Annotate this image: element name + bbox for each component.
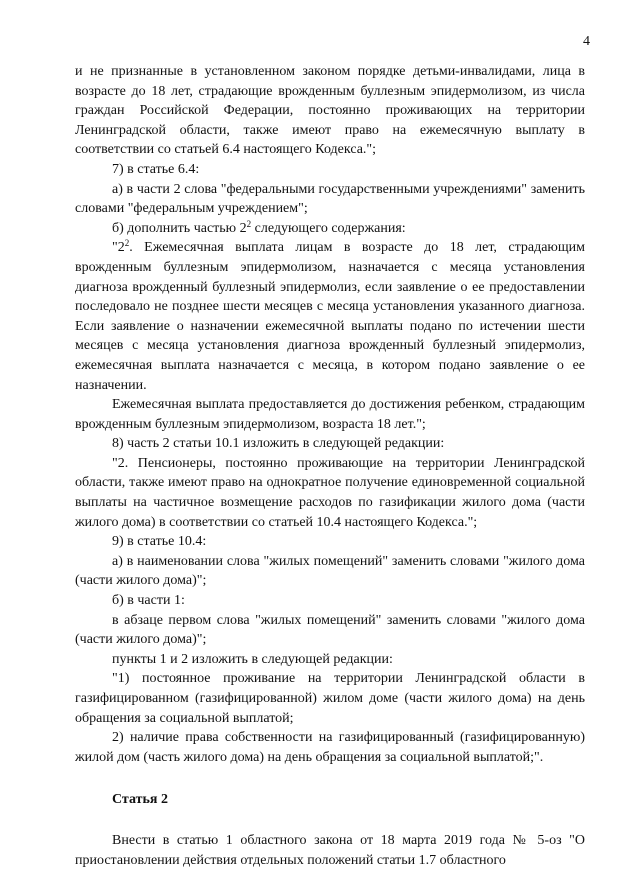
paragraph-payment-duration: Ежемесячная выплата предоставляется до достижения ребенком, страдающим врожденным буллезным эпидермолизом, возраста 18 лет.";: [75, 397, 585, 432]
superscript: 2: [246, 218, 252, 229]
paragraph-point-1: "1) постоянное проживание на территории Ленинградской области в газифицированном (газифицированной) жилом доме (части жилого дома) на день обращения за социальной выплатой;: [75, 671, 585, 726]
paragraph-point-2: 2) наличие права собственности на газифицированный (газифицированную) жилой дом (часть жилого дома) на день обращения за социальной выплатой;".: [75, 730, 585, 765]
paragraph-first-abzac: в абзаце первом слова "жилых помещений" заменить словами "жилого дома (части жилого дома)";: [75, 612, 585, 648]
superscript: 2: [124, 238, 130, 249]
paragraph-item-8: 8) часть 2 статьи 10.1 изложить в следующей редакции:: [112, 436, 445, 452]
paragraph-pensioners: "2. Пенсионеры, постоянно проживающие на территории Ленинградской области, также имеют право на однократное получение единовременной социальной выплаты на частичное возмещение расходов по газификации жилого дома (части жилого дома) в соответствии со статьей 10.4 настоящего Кодекса.";: [75, 455, 585, 530]
paragraph-item-9b: б) в части 1:: [112, 593, 185, 609]
paragraph-part-2-2-number: "2: [112, 240, 125, 256]
document-body: [75, 62, 585, 870]
paragraph-item-7: 7) в статье 6.4:: [112, 161, 200, 177]
paragraph-item-7a: а) в части 2 слова "федеральными государственными учреждениями" заменить словами "федеральным учреждением";: [75, 181, 585, 217]
paragraph-part-2-2-text: . Ежемесячная выплата лицам в возрасте до 18 лет, страдающим врожденным буллезным эпидермолизом, назначается с месяца установления диагноза врожденный буллезный эпидермолиз, если заявление о ее предоставлении последовало не позднее шести месяцев с месяца установления указанного диагноза. Если заявление о назначении ежемесячной выплаты подано по истечении шести месяцев с месяца установления диагноза врожденный буллезный эпидермолиз, ежемесячная выплата назначается с месяца, в котором подано заявление о ее назначении.: [75, 240, 585, 393]
paragraph-points-1-2: пункты 1 и 2 изложить в следующей редакции:: [112, 651, 393, 667]
article-heading: Статья 2: [112, 792, 168, 808]
paragraph-item-9a: а) в наименовании слова "жилых помещений" заменить словами "жилого дома (части жилого дома)";: [75, 553, 585, 589]
paragraph-part-2-2: [75, 238, 585, 395]
paragraph-item-7b: [75, 219, 585, 239]
paragraph-item-7b-text-end: следующего содержания:: [251, 220, 406, 236]
paragraph-item-9: 9) в статье 10.4:: [112, 534, 207, 550]
paragraph-continuation: и не признанные в установленном законом порядке детьми-инвалидами, лица в возрасте до 18 лет, страдающие врожденным буллезным эпидермолизом, из числа граждан Российской Федерации, постоянно проживающих на территории Ленинградской области, также имеют право на ежемесячную выплату в соответствии со статьей 6.4 настоящего Кодекса.";: [75, 64, 585, 158]
paragraph-article-2: Внести в статью 1 областного закона от 18 марта 2019 года № 5-оз "О приостановлении действия отдельных положений статьи 1.7 областного: [75, 832, 585, 868]
page-number: 4: [583, 34, 590, 49]
paragraph-item-7b-text: б) дополнить частью 2: [112, 220, 247, 236]
